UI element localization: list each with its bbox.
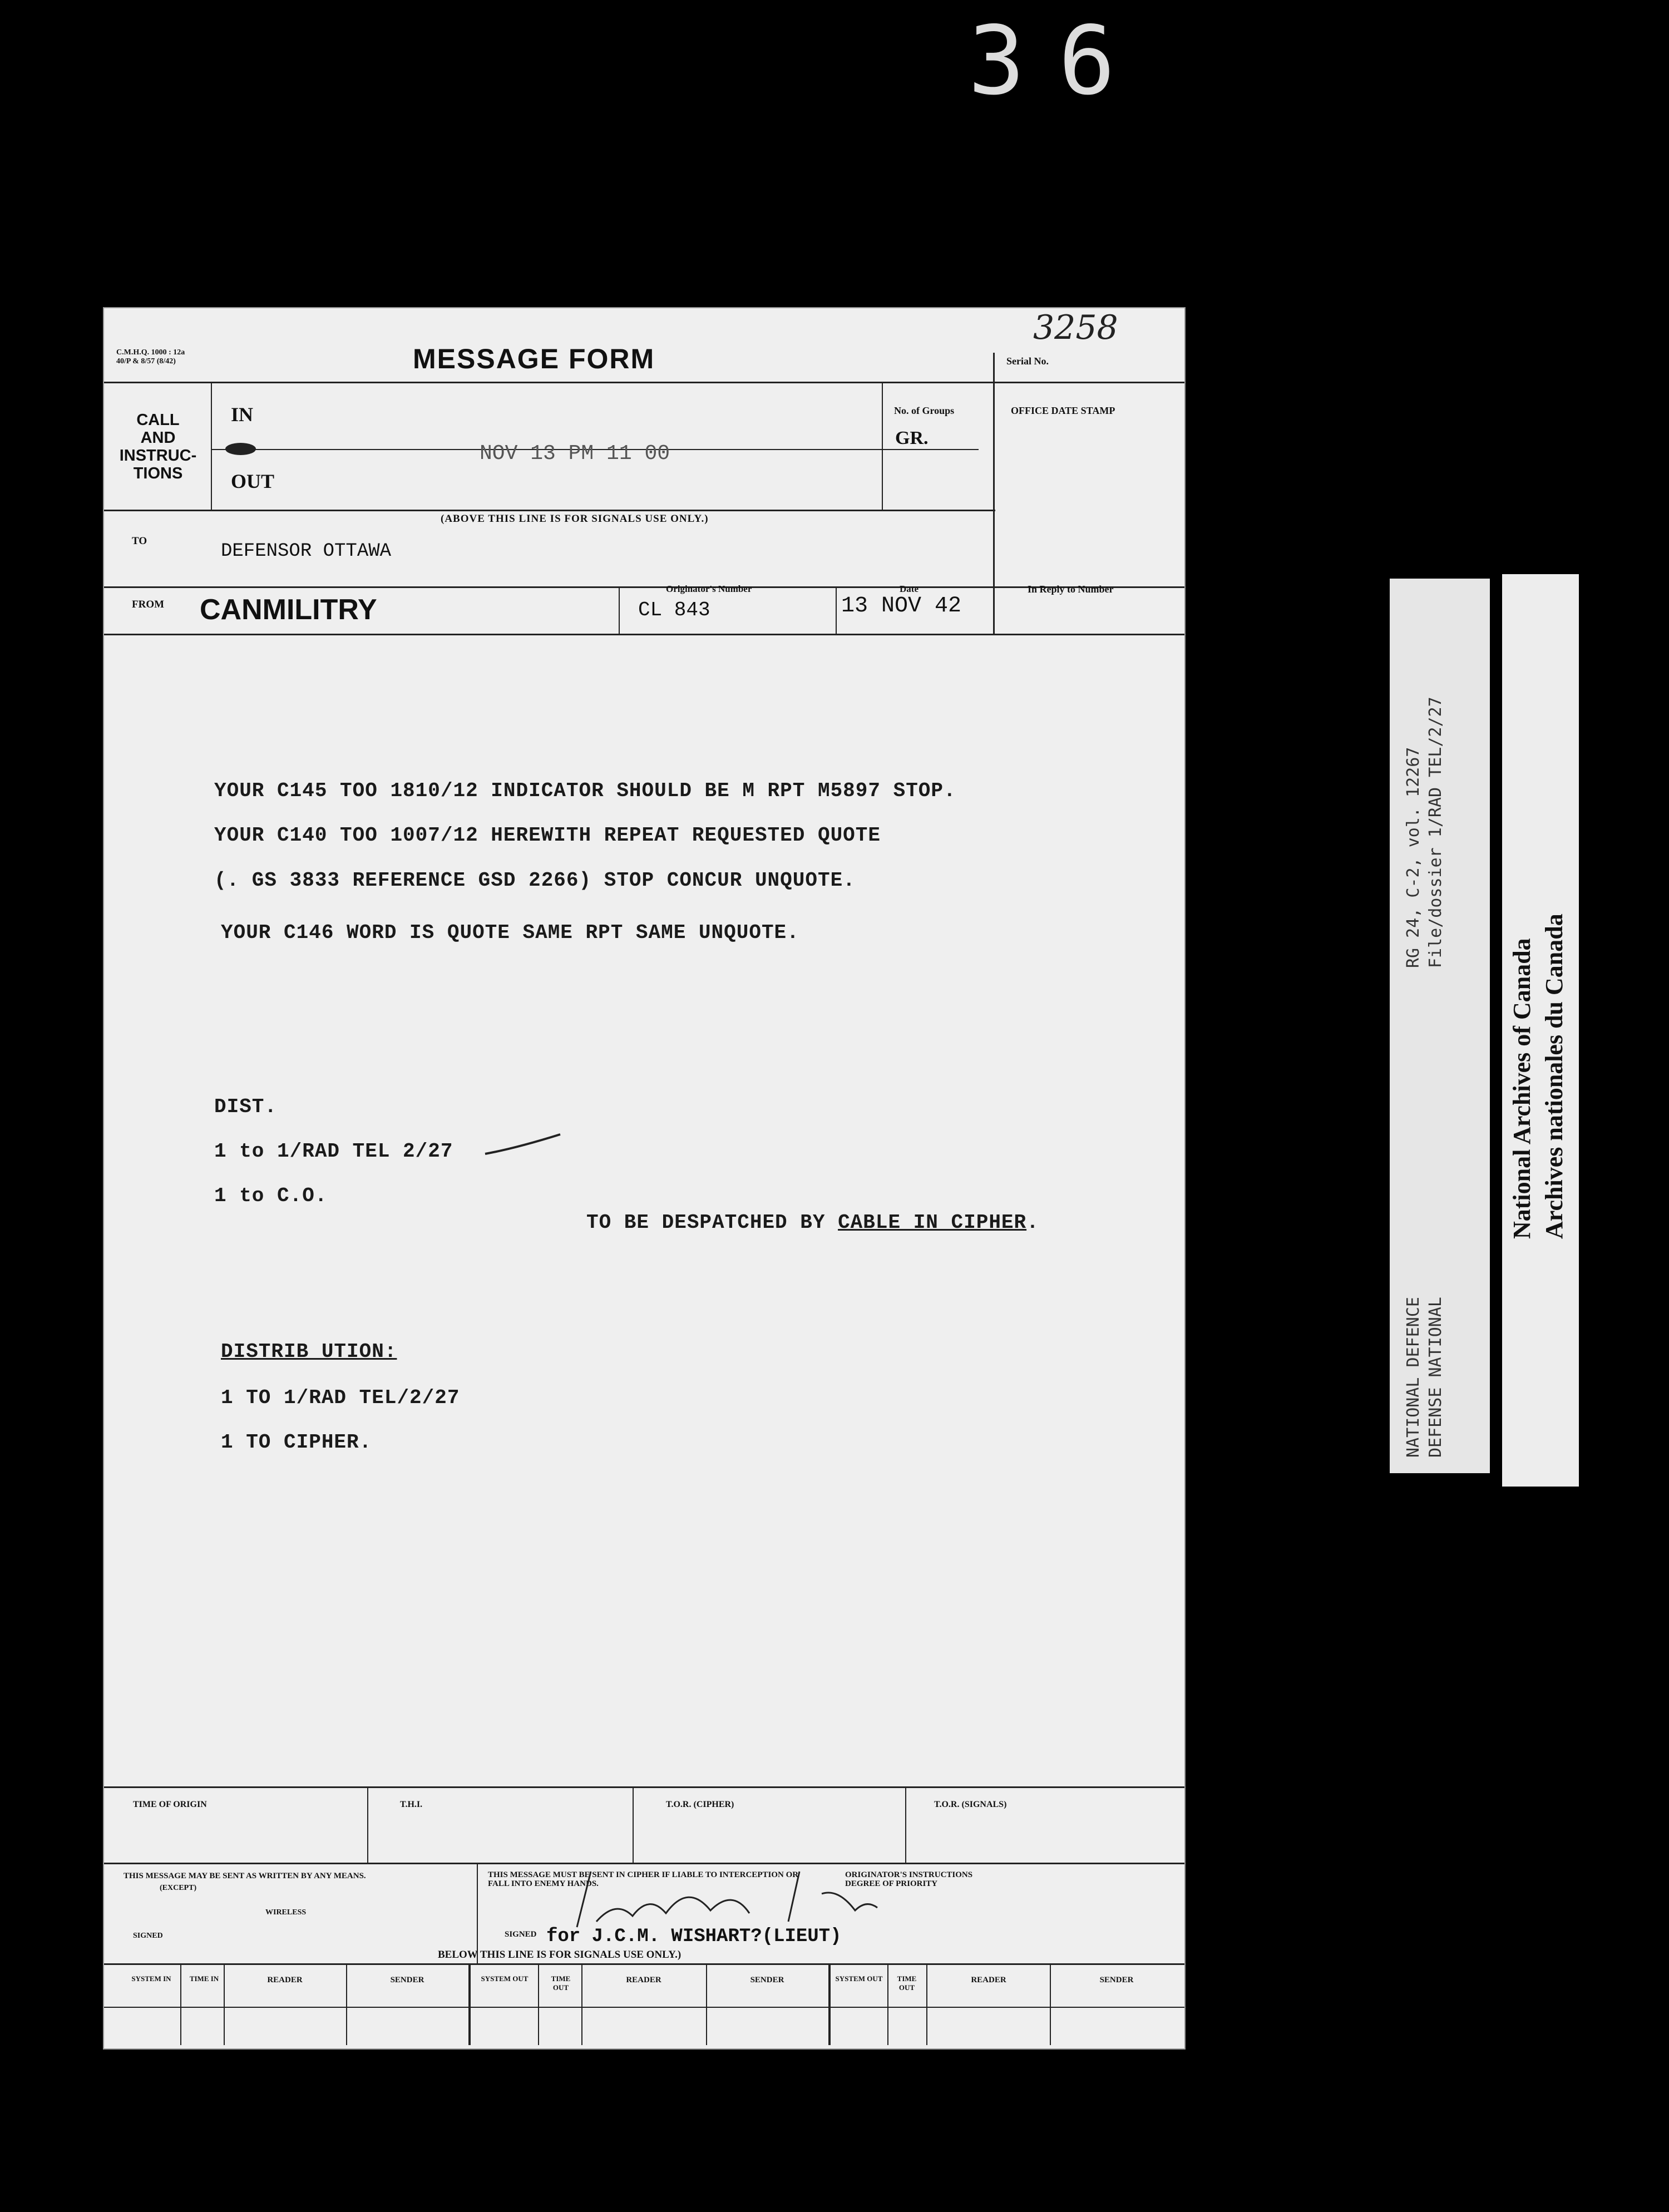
table-header: TIME OUT	[551, 1974, 571, 1992]
signals-table	[104, 1964, 1184, 2045]
in-reply-label: In Reply to Number	[1028, 584, 1114, 595]
to-label: TO	[132, 535, 147, 547]
ink-blot	[225, 443, 256, 455]
signed-typed: for J.C.M. WISHART?(LIEUT)	[546, 1926, 842, 1947]
archives-fr: Archives nationales du Canada	[1540, 914, 1568, 1239]
distribution-line: 1 TO CIPHER.	[221, 1431, 372, 1454]
despatch-instruction: TO BE DESPATCHED BY CABLE IN CIPHER.	[586, 1211, 1039, 1234]
rule-line	[905, 1786, 906, 1863]
to-value: DEFENSOR OTTAWA	[221, 541, 392, 562]
archive-reference-card	[1390, 579, 1490, 1473]
form-code: C.M.H.Q. 1000 : 12a 40/P & 8/57 (8/42)	[116, 348, 185, 366]
rule-line	[619, 586, 620, 634]
distribution-heading: DISTRIB UTION:	[221, 1340, 397, 1363]
out-label: OUT	[231, 470, 275, 492]
dist-line: 1 to 1/RAD TEL 2/27	[214, 1140, 453, 1163]
time-of-origin-label: TIME OF ORIGIN	[133, 1800, 207, 1809]
table-header: READER	[267, 1976, 303, 1984]
body-line: YOUR C146 WORD IS QUOTE SAME RPT SAME UNQUOTE.	[221, 921, 799, 944]
table-header: SENDER	[1099, 1976, 1134, 1984]
table-header: SYSTEM OUT	[835, 1974, 883, 1983]
message-form	[103, 307, 1186, 2050]
written-note: THIS MESSAGE MAY BE SENT AS WRITTEN BY ANY MEANS.	[124, 1872, 366, 1880]
table-header: SYSTEM IN	[131, 1974, 171, 1983]
table-header: SENDER	[390, 1976, 424, 1984]
groups-label: No. of Groups	[894, 405, 955, 416]
rule-line	[104, 382, 1184, 383]
body-line: YOUR C140 TOO 1007/12 HEREWITH REPEAT REQUESTED QUOTE	[214, 824, 881, 847]
call-label: CALL AND INSTRUC- TIONS	[119, 411, 197, 482]
archive-dept-line1: NATIONAL DEFENCE	[1404, 1297, 1423, 1458]
date-label: Date	[900, 584, 919, 594]
date-value: 13 NOV 42	[841, 594, 962, 619]
table-header: TIME OUT	[897, 1974, 917, 1992]
signed-label: SIGNED	[133, 1932, 163, 1940]
office-date-stamp-label: OFFICE DATE STAMP	[1011, 405, 1115, 416]
body-line: YOUR C145 TOO 1810/12 INDICATOR SHOULD BE M RPT M5897 STOP.	[214, 779, 956, 802]
frame-number: 36	[968, 6, 1149, 116]
dist-line: 1 to C.O.	[214, 1184, 328, 1207]
signals-note-top: (ABOVE THIS LINE IS FOR SIGNALS USE ONLY.)	[441, 513, 709, 525]
rule-line	[104, 510, 995, 511]
table-header: READER	[971, 1976, 1006, 1984]
rule-line	[882, 382, 883, 510]
originator-number-value: CL 843	[638, 599, 710, 621]
serial-label: Serial No.	[1006, 356, 1049, 367]
archives-en: National Archives of Canada	[1508, 938, 1535, 1239]
table-header: TIME IN	[189, 1974, 219, 1983]
dist-heading: DIST.	[214, 1095, 278, 1118]
table-header: SENDER	[750, 1976, 784, 1984]
tor-signals-label: T.O.R. (SIGNALS)	[934, 1800, 1007, 1809]
signals-note-bottom: BELOW THIS LINE IS FOR SIGNALS USE ONLY.)	[438, 1949, 682, 1961]
wireless-note: WIRELESS	[265, 1908, 307, 1917]
distribution-line: 1 TO 1/RAD TEL/2/27	[221, 1386, 460, 1409]
check-mark	[482, 1132, 566, 1159]
in-label: IN	[231, 403, 254, 426]
archive-reference-line1: RG 24, C-2, vol. 12267	[1404, 747, 1423, 968]
rule-line	[633, 1786, 634, 1863]
signed-label-2: SIGNED	[505, 1930, 537, 1939]
originator-instructions: ORIGINATOR'S INSTRUCTIONS DEGREE OF PRIORITY	[845, 1870, 973, 1888]
rule-line	[367, 1786, 368, 1863]
received-stamp: NOV 13 PM 11 00	[480, 442, 670, 466]
from-label: FROM	[132, 599, 165, 610]
body-line: (. GS 3833 REFERENCE GSD 2266) STOP CONCUR UNQUOTE.	[214, 869, 856, 892]
originator-number-label: Originator's Number	[666, 584, 752, 594]
rule-line	[104, 634, 1184, 635]
tor-cipher-label: T.O.R. (CIPHER)	[666, 1800, 734, 1809]
thi-label: T.H.I.	[400, 1800, 423, 1809]
cipher-note: THIS MESSAGE MUST BE SENT IN CIPHER IF LIABLE TO INTERCEPTION OR FALL INTO ENEMY HANDS.	[488, 1870, 799, 1888]
archive-dept-line2: DEFENSE NATIONAL	[1426, 1297, 1445, 1458]
form-title: MESSAGE FORM	[413, 343, 655, 374]
from-value: CANMILITRY	[200, 594, 377, 626]
except-note: (EXCEPT)	[160, 1884, 197, 1892]
archive-reference-line2: File/dossier 1/RAD TEL/2/27	[1426, 697, 1445, 968]
groups-value: GR.	[895, 428, 929, 448]
serial-number-handwritten: 3258	[1033, 308, 1118, 347]
archive-institution-card	[1502, 574, 1579, 1487]
rule-line	[211, 382, 212, 510]
rule-line	[104, 1786, 1184, 1788]
rule-line	[993, 353, 995, 634]
rule-line	[104, 586, 1184, 588]
table-header: SYSTEM OUT	[481, 1974, 529, 1983]
rule-line	[836, 586, 837, 634]
table-header: READER	[626, 1976, 661, 1984]
despatch-method: CABLE IN CIPHER	[838, 1211, 1027, 1234]
